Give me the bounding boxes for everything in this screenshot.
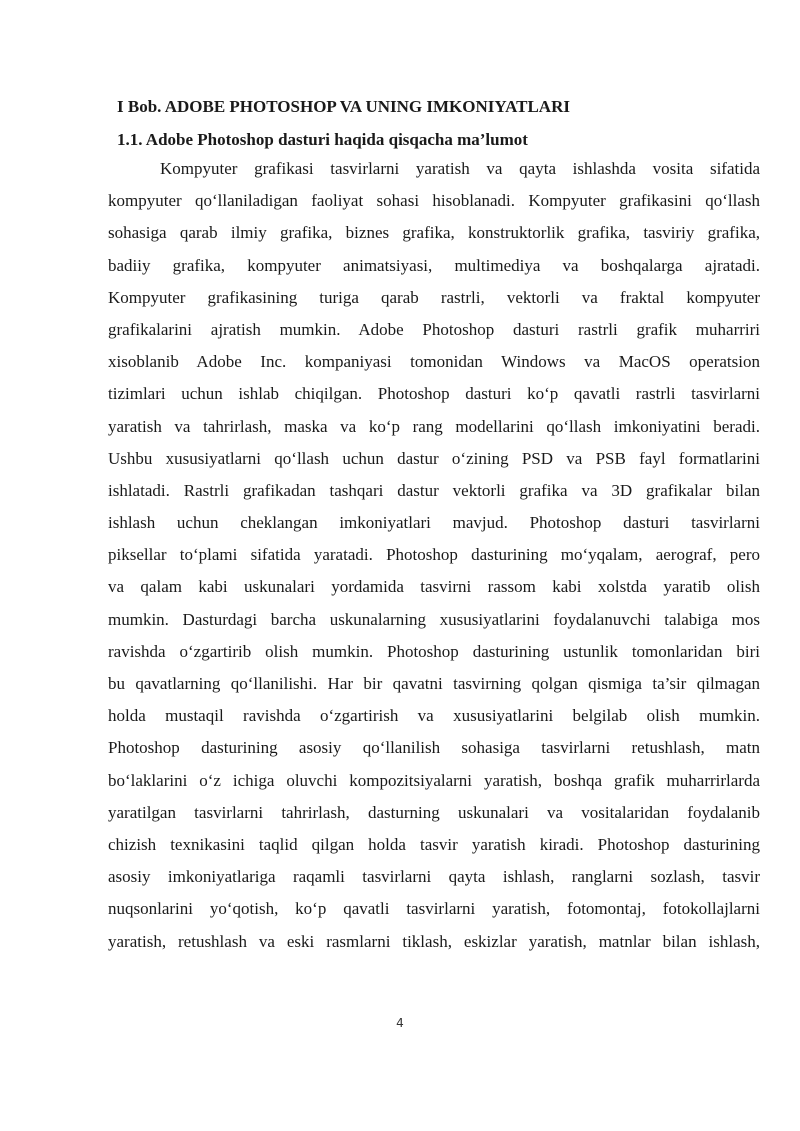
page-number: 4	[396, 1016, 404, 1030]
paragraph-line: yaratilgan tasvirlarni tahrirlash, dasturning uskunalari va vositalaridan foydalanib	[108, 802, 760, 822]
paragraph-line: mumkin. Dasturdagi barcha uskunalarning xususiyatlarini foydalanuvchi talabiga mos	[108, 609, 760, 629]
section-title: 1.1. Adobe Photoshop dasturi haqida qisqacha ma’lumot	[117, 130, 528, 149]
body-paragraph	[108, 153, 760, 958]
paragraph-line: ishlatadi. Rastrli grafikadan tashqari dastur vektorli grafika va 3D grafikalar bilan	[108, 480, 760, 500]
paragraph-line: holda mustaqil ravishda o‘zgartirish va xususiyatlarini belgilab olish mumkin.	[108, 706, 760, 726]
paragraph-line: tizimlari uchun ishlab chiqilgan. Photoshop dasturi ko‘p qavatli rastrli tasvirlarni	[108, 384, 760, 404]
paragraph-line: Kompyuter grafikasining turiga qarab rastrli, vektorli va fraktal kompyuter	[108, 287, 760, 307]
paragraph-line: bu qavatlarning qo‘llanilishi. Har bir qavatni tasvirning qolgan qismiga ta’sir qilmagan	[108, 674, 760, 693]
paragraph-line: ravishda o‘zgartirib olish mumkin. Photoshop dasturining ustunlik tomonlaridan biri	[108, 641, 760, 661]
paragraph-line: nuqsonlarini yo‘qotish, ko‘p qavatli tasvirlarni yaratish, fotomontaj, fotokollajlarni	[108, 899, 760, 919]
paragraph-line: chizish texnikasini taqlid qilgan holda tasvir yaratish kiradi. Photoshop dasturining	[108, 834, 760, 854]
paragraph-line: piksellar to‘plami sifatida yaratadi. Photoshop dasturining mo‘yqalam, aerograf, pero	[108, 545, 760, 565]
paragraph-line: yaratish va tahrirlash, maska va ko‘p rang modellarini qo‘llash imkoniyatini beradi.	[108, 416, 760, 436]
paragraph-line: xisoblanib Adobe Inc. kompaniyasi tomonidan Windows va MacOS operatsion	[108, 352, 760, 372]
paragraph-line: grafikalarini ajratish mumkin. Adobe Photoshop dasturi rastrli grafik muharriri	[108, 319, 760, 339]
paragraph-line: badiiy grafika, kompyuter animatsiyasi, multimediya va boshqalarga ajratadi.	[108, 255, 760, 275]
paragraph-line: Ushbu xususiyatlarni qo‘llash uchun dastur o‘zining PSD va PSB fayl formatlarini	[108, 448, 760, 468]
paragraph-line: kompyuter qo‘llaniladigan faoliyat sohasi hisoblanadi. Kompyuter grafikasini qo‘llash	[108, 191, 760, 211]
paragraph-line: asosiy imkoniyatlariga raqamli tasvirlarni qayta ishlash, ranglarni sozlash, tasvir	[108, 867, 760, 887]
paragraph-line: bo‘laklarini o‘z ichiga oluvchi kompozitsiyalarni yaratish, boshqa grafik muharrirlarda	[108, 770, 760, 790]
paragraph-line: yaratish, retushlash va eski rasmlarni tiklash, eskizlar yaratish, matnlar bilan ishlash,	[108, 931, 760, 951]
chapter-title: I Bob. ADOBE PHOTOSHOP VA UNING IMKONIYATLARI	[117, 97, 570, 116]
paragraph-line: va qalam kabi uskunalari yordamida tasvirni rassom kabi xolstda yaratib olish	[108, 577, 760, 597]
paragraph-line: Photoshop dasturining asosiy qo‘llanilish sohasiga tasvirlarni retushlash, matn	[108, 738, 760, 758]
paragraph-line: ishlash uchun cheklangan imkoniyatlari mavjud. Photoshop dasturi tasvirlarni	[108, 513, 760, 533]
paragraph-line: Kompyuter grafikasi tasvirlarni yaratish va qayta ishlashda vosita sifatida	[160, 159, 760, 178]
paragraph-line: sohasiga qarab ilmiy grafika, biznes grafika, konstruktorlik grafika, tasviriy grafika,	[108, 223, 760, 243]
